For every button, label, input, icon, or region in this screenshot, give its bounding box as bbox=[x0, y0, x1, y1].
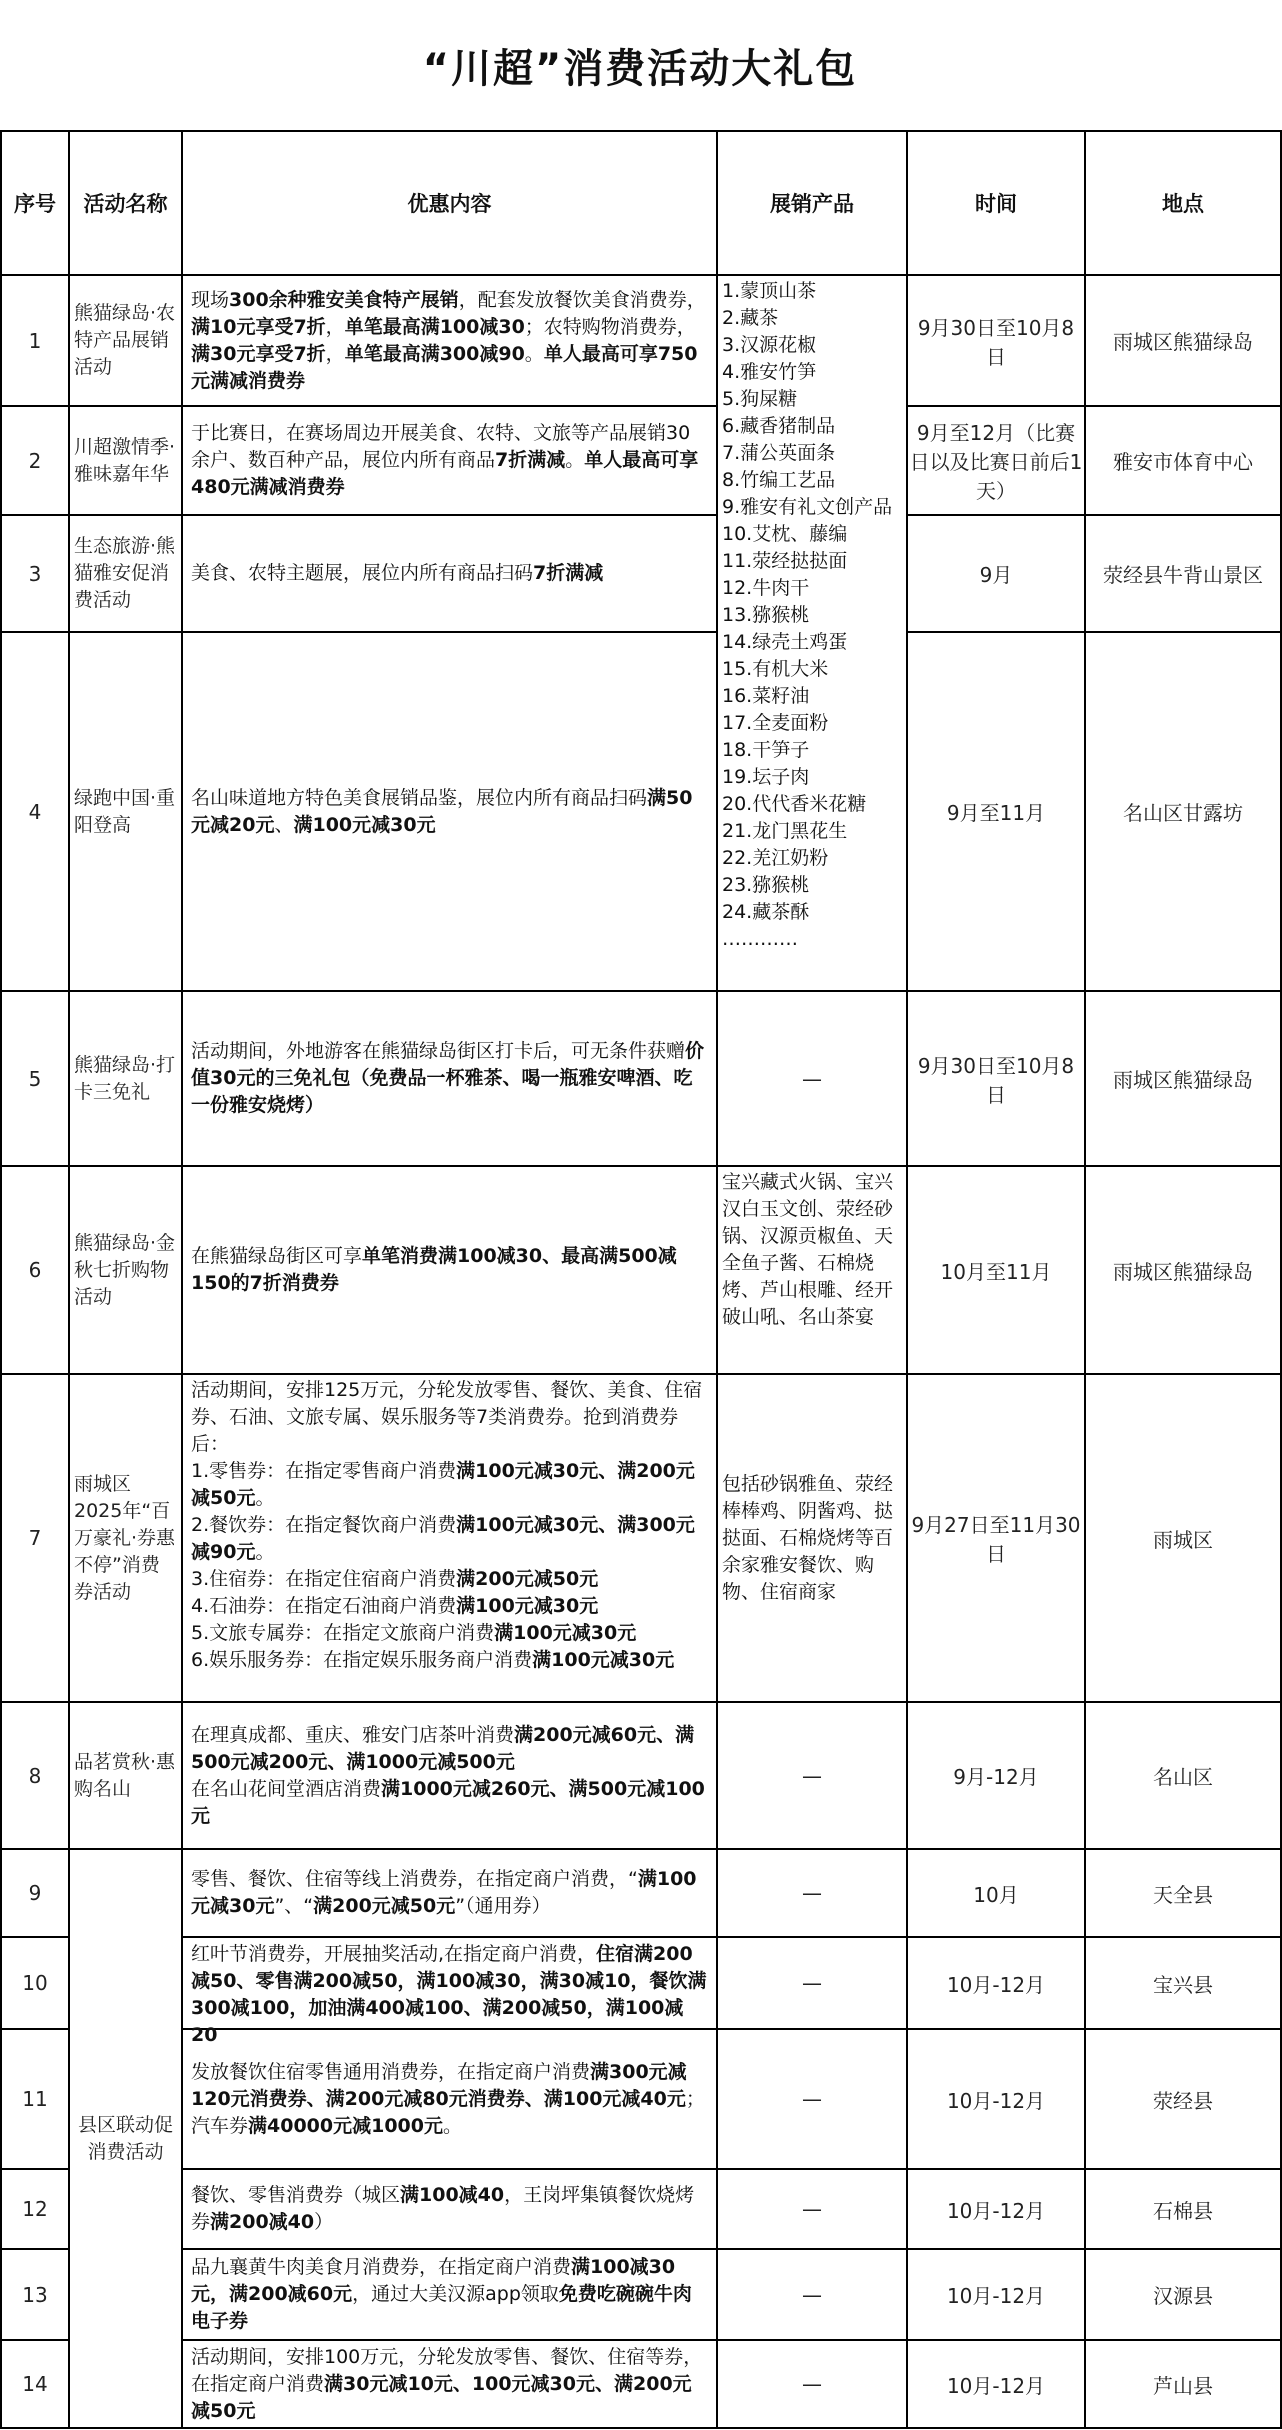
row-index: 3 bbox=[1, 515, 69, 632]
activity-time: 9月30日至10月8日 bbox=[907, 991, 1085, 1166]
table-row bbox=[1, 1166, 1281, 1374]
activity-place: 雨城区 bbox=[1085, 1374, 1281, 1702]
activity-time: 10月-12月 bbox=[907, 2169, 1085, 2249]
activity-time: 9月-12月 bbox=[907, 1702, 1085, 1849]
detail-segment: 满100元减30元 bbox=[494, 1622, 637, 1644]
activity-time: 10月-12月 bbox=[907, 2340, 1085, 2428]
product-item: 23.猕猴桃 bbox=[722, 874, 810, 896]
activity-products: — bbox=[717, 1937, 907, 2029]
activity-detail bbox=[182, 2169, 717, 2249]
detail-segment: 。 bbox=[565, 449, 585, 472]
activity-place: 荥经县牛背山景区 bbox=[1085, 515, 1281, 632]
detail-segment: 活动期间，安排125万元，分轮发放零售、餐饮、美食、住宿券、石油、文旅专属、娱乐服务等7类消费券。抢到消费券后： bbox=[191, 1379, 703, 1455]
detail-segment: 满100元减30元、满300元减90元 bbox=[191, 1514, 695, 1563]
activity-products: — bbox=[717, 2029, 907, 2169]
detail-segment: 满100元减30元 bbox=[191, 1868, 697, 1917]
activity-products: — bbox=[717, 2249, 907, 2340]
header-detail: 优惠内容 bbox=[182, 131, 717, 275]
activity-place: 芦山县 bbox=[1085, 2340, 1281, 2428]
activity-name: 雨城区2025年“百万豪礼·券惠不停”消费券活动 bbox=[69, 1374, 182, 1702]
detail-segment: 活动期间，外地游客在熊猫绿岛街区打卡后，可无条件获赠 bbox=[191, 1040, 686, 1062]
product-item: 22.羌江奶粉 bbox=[722, 847, 829, 869]
detail-segment: 满10元享受7折 bbox=[191, 315, 326, 338]
table-row bbox=[1, 515, 1281, 632]
detail-segment: 满200减40 bbox=[210, 2211, 315, 2233]
activity-detail bbox=[182, 515, 717, 632]
activity-time: 9月27日至11月30日 bbox=[907, 1374, 1085, 1702]
detail-segment: 满100元减30元 bbox=[293, 813, 436, 836]
detail-segment: 零售、餐饮、住宿等线上消费券，在指定商户消费，“ bbox=[191, 1868, 638, 1890]
activity-name: 生态旅游·熊猫雅安促消费活动 bbox=[69, 515, 182, 632]
detail-segment: 满200元减50元 bbox=[313, 1895, 456, 1917]
detail-line bbox=[191, 1458, 708, 1512]
row-index: 10 bbox=[1, 1937, 69, 2029]
activity-products-text: 宝兴藏式火锅、宝兴汉白玉文创、荥经砂锅、汉源贡椒鱼、天全鱼子酱、石棉烧烤、芦山根雕、经开破山吼、名山茶宴 bbox=[722, 1171, 894, 1328]
activity-detail bbox=[182, 2340, 717, 2428]
detail-segment: 满100减30元，满200减60元 bbox=[191, 2256, 676, 2305]
detail-segment: 名山味道地方特色美食展销品鉴，展位内所有商品扫码 bbox=[191, 786, 648, 809]
detail-segment: 6.娱乐服务券：在指定娱乐服务商户消费 bbox=[191, 1649, 533, 1671]
detail-segment: 5.文旅专属券：在指定文旅商户消费 bbox=[191, 1622, 495, 1644]
detail-segment: 满50元减20元 bbox=[191, 786, 693, 836]
detail-segment: 住宿满200减50、零售满200减50，满100减30，满30减10，餐饮满300减100，加油满400减100、满200减50，满100减20 bbox=[191, 1943, 707, 2046]
header-name: 活动名称 bbox=[69, 131, 182, 275]
product-item: 12.牛肉干 bbox=[722, 577, 810, 599]
row-index: 9 bbox=[1, 1849, 69, 1937]
detail-segment: 2.餐饮券：在指定餐饮商户消费 bbox=[191, 1514, 457, 1536]
header-place: 地点 bbox=[1085, 131, 1281, 275]
product-item: 1.蒙顶山茶 bbox=[722, 280, 817, 302]
detail-line bbox=[191, 1566, 708, 1593]
detail-segment: 免费吃碗碗牛肉电子券 bbox=[191, 2283, 692, 2332]
product-item: 19.坛子肉 bbox=[722, 766, 810, 788]
activity-place: 雨城区熊猫绿岛 bbox=[1085, 275, 1281, 406]
detail-segment: 。 bbox=[255, 1487, 275, 1509]
product-item: 5.狗屎糖 bbox=[722, 388, 798, 410]
detail-segment: ，王岗坪集镇餐饮烧烤券 bbox=[191, 2184, 695, 2233]
activity-name: 熊猫绿岛·金秋七折购物活动 bbox=[69, 1166, 182, 1374]
detail-segment: 在熊猫绿岛街区可享 bbox=[191, 1245, 363, 1267]
activity-place: 名山区 bbox=[1085, 1702, 1281, 1849]
activity-products: — bbox=[717, 2169, 907, 2249]
detail-segment: 满100减40 bbox=[400, 2184, 505, 2206]
activity-name: 品茗赏秋·惠购名山 bbox=[69, 1702, 182, 1849]
activity-detail bbox=[182, 1849, 717, 1937]
detail-line bbox=[191, 1512, 708, 1566]
table-row bbox=[1, 632, 1281, 991]
activity-products: — bbox=[717, 1849, 907, 1937]
activity-detail bbox=[182, 275, 717, 406]
detail-segment: 活动期间，安排100万元，分轮发放零售、餐饮、住宿等券，在指定商户消费 bbox=[191, 2345, 703, 2395]
activity-detail-text bbox=[191, 1941, 708, 2046]
table-row bbox=[1, 2029, 1281, 2169]
detail-segment: ） bbox=[314, 2211, 334, 2233]
detail-segment: ， bbox=[325, 342, 345, 365]
products-list-cell bbox=[717, 275, 907, 991]
activity-detail bbox=[182, 406, 717, 515]
header-time: 时间 bbox=[907, 131, 1085, 275]
product-item: 6.藏香猪制品 bbox=[722, 415, 836, 437]
table-row bbox=[1, 275, 1281, 406]
activity-detail bbox=[182, 1374, 717, 1702]
activity-place: 雅安市体育中心 bbox=[1085, 406, 1281, 515]
detail-segment: ， bbox=[325, 315, 345, 338]
activity-products: — bbox=[717, 1702, 907, 1849]
product-item: 9.雅安有礼文创产品 bbox=[722, 496, 893, 518]
activity-time: 9月至12月（比赛日以及比赛日前后1天） bbox=[907, 406, 1085, 515]
product-item: 3.汉源花椒 bbox=[722, 334, 817, 356]
detail-segment: 满200元减60元、满500元减200元、满1000元减500元 bbox=[191, 1723, 695, 1773]
detail-segment: ”、“ bbox=[274, 1895, 314, 1917]
detail-segment: 满30元减10元、100元减30元、满200元减50元 bbox=[191, 2372, 692, 2422]
activity-detail bbox=[182, 2029, 717, 2169]
product-item: 14.绿壳土鸡蛋 bbox=[722, 631, 848, 653]
detail-segment: 7折满减 bbox=[495, 449, 566, 472]
detail-segment: 在理真成都、重庆、雅安门店茶叶消费 bbox=[191, 1723, 515, 1746]
detail-segment: 发放餐饮住宿零售通用消费券，在指定商户消费 bbox=[191, 2060, 591, 2083]
detail-segment: 满1000元减260元、满500元减100元 bbox=[191, 1777, 705, 1827]
detail-segment: 。 bbox=[524, 342, 544, 365]
activity-table bbox=[0, 130, 1282, 2429]
activity-products: — bbox=[717, 991, 907, 1166]
row-index: 14 bbox=[1, 2340, 69, 2428]
product-item: 7.蒲公英面条 bbox=[722, 442, 836, 464]
activity-place: 雨城区熊猫绿岛 bbox=[1085, 1166, 1281, 1374]
table-row bbox=[1, 1937, 1281, 2029]
activity-name: 绿跑中国·重阳登高 bbox=[69, 632, 182, 991]
activity-place: 荥经县 bbox=[1085, 2029, 1281, 2169]
header-index: 序号 bbox=[1, 131, 69, 275]
detail-segment: 3.住宿券：在指定住宿商户消费 bbox=[191, 1568, 457, 1590]
table-row bbox=[1, 991, 1281, 1166]
activity-time: 9月至11月 bbox=[907, 632, 1085, 991]
detail-segment: 红叶节消费券，开展抽奖活动,在指定商户消费， bbox=[191, 1943, 597, 1965]
table-row bbox=[1, 1849, 1281, 1937]
activity-time: 10月-12月 bbox=[907, 2249, 1085, 2340]
row-index: 2 bbox=[1, 406, 69, 515]
activity-detail bbox=[182, 1937, 717, 2046]
detail-segment: 价值30元的三免礼包（免费品一杯雅茶、喝一瓶雅安啤酒、吃一份雅安烧烤） bbox=[191, 1040, 705, 1116]
row-index: 5 bbox=[1, 991, 69, 1166]
detail-segment: 7折满减 bbox=[533, 562, 604, 585]
detail-segment: 满30元享受7折 bbox=[191, 342, 326, 365]
activity-products bbox=[717, 1166, 907, 1374]
detail-segment: 单笔最高满100减30 bbox=[344, 315, 525, 338]
detail-segment: 。 bbox=[443, 2114, 463, 2137]
detail-line bbox=[191, 1377, 708, 1458]
product-item: 16.菜籽油 bbox=[722, 685, 810, 707]
activity-products: 包括砂锅雅鱼、荥经棒棒鸡、阴酱鸡、挞挞面、石棉烧烤等百余家雅安餐饮、购物、住宿商家 bbox=[717, 1374, 907, 1702]
detail-segment: 满100元减30元 bbox=[532, 1649, 675, 1671]
activity-place: 天全县 bbox=[1085, 1849, 1281, 1937]
product-item: 8.竹编工艺品 bbox=[722, 469, 836, 491]
product-item: 11.荥经挞挞面 bbox=[722, 550, 848, 572]
header-products: 展销产品 bbox=[717, 131, 907, 275]
row-index: 12 bbox=[1, 2169, 69, 2249]
detail-line bbox=[191, 1620, 708, 1647]
activity-place: 名山区甘露坊 bbox=[1085, 632, 1281, 991]
detail-segment: 美食、农特主题展，展位内所有商品扫码 bbox=[191, 562, 534, 585]
products-list bbox=[722, 278, 902, 988]
row-index: 11 bbox=[1, 2029, 69, 2169]
detail-line bbox=[191, 1776, 708, 1830]
row-index: 1 bbox=[1, 275, 69, 406]
activity-time: 10月-12月 bbox=[907, 2029, 1085, 2169]
activity-time: 10月 bbox=[907, 1849, 1085, 1937]
detail-segment: 满200元减50元 bbox=[456, 1568, 599, 1590]
detail-segment: 300余种雅安美食特产展销 bbox=[229, 288, 459, 311]
activity-time: 10月至11月 bbox=[907, 1166, 1085, 1374]
product-item: 4.雅安竹笋 bbox=[722, 361, 817, 383]
detail-segment: 。 bbox=[255, 1541, 275, 1563]
detail-segment: ”（通用券） bbox=[455, 1895, 551, 1917]
activity-place: 宝兴县 bbox=[1085, 1937, 1281, 2029]
detail-segment: 单笔消费满100减30、最高满500减150的7折消费券 bbox=[191, 1245, 677, 1294]
detail-segment: 单笔最高满300减90 bbox=[344, 342, 525, 365]
detail-line bbox=[191, 1722, 708, 1776]
product-item: 24.藏茶酥 bbox=[722, 901, 810, 923]
product-item: 17.全麦面粉 bbox=[722, 712, 829, 734]
activity-place: 石棉县 bbox=[1085, 2169, 1281, 2249]
table-row bbox=[1, 406, 1281, 515]
product-item: 13.猕猴桃 bbox=[722, 604, 810, 626]
detail-segment: 满300元减120元消费券、满200元减80元消费券、满100元减40元 bbox=[191, 2060, 687, 2110]
detail-line bbox=[191, 1647, 708, 1674]
activity-time: 9月30日至10月8日 bbox=[907, 275, 1085, 406]
product-item: 20.代代香米花糖 bbox=[722, 793, 867, 815]
activity-place: 雨城区熊猫绿岛 bbox=[1085, 991, 1281, 1166]
header-row bbox=[1, 131, 1281, 275]
detail-segment: 现场 bbox=[191, 288, 230, 311]
detail-segment: 、 bbox=[274, 813, 294, 836]
product-item: 18.干笋子 bbox=[722, 739, 810, 761]
detail-segment: 满100元减30元 bbox=[456, 1595, 599, 1617]
activity-place: 汉源县 bbox=[1085, 2249, 1281, 2340]
activity-detail bbox=[182, 991, 717, 1166]
table-row bbox=[1, 1374, 1281, 1702]
detail-segment: 满40000元减1000元 bbox=[248, 2114, 443, 2137]
table-row bbox=[1, 2169, 1281, 2249]
detail-segment: 1.零售券：在指定零售商户消费 bbox=[191, 1460, 457, 1482]
product-item: 2.藏茶 bbox=[722, 307, 779, 329]
activity-name: 熊猫绿岛·农特产品展销活动 bbox=[69, 275, 182, 406]
row-index: 7 bbox=[1, 1374, 69, 1702]
detail-segment: 餐饮、零售消费券（城区 bbox=[191, 2184, 401, 2206]
detail-segment: 在名山花间堂酒店消费 bbox=[191, 1777, 382, 1800]
detail-segment: ；汽车券 bbox=[191, 2087, 705, 2137]
activity-name: 川超激情季·雅味嘉年华 bbox=[69, 406, 182, 515]
row-index: 6 bbox=[1, 1166, 69, 1374]
activity-detail bbox=[182, 1702, 717, 1849]
detail-segment: 于比赛日，在赛场周边开展美食、农特、文旅等产品展销30余户、数百种产品，展位内所有商品 bbox=[191, 422, 691, 472]
activity-detail bbox=[182, 1166, 717, 1374]
detail-segment: ，通过大美汉源app领取 bbox=[352, 2283, 559, 2305]
table-row bbox=[1, 2340, 1281, 2428]
detail-segment: 单人最高可享750元满减消费券 bbox=[191, 342, 698, 392]
detail-line bbox=[191, 1593, 708, 1620]
row-index: 13 bbox=[1, 2249, 69, 2340]
activity-name: 熊猫绿岛·打卡三免礼 bbox=[69, 991, 182, 1166]
detail-segment: 满100元减30元、满200元减50元 bbox=[191, 1460, 695, 1509]
page-title: “川超”消费活动大礼包 bbox=[422, 45, 858, 92]
row-index: 8 bbox=[1, 1702, 69, 1849]
product-item: 21.龙门黑花生 bbox=[722, 820, 848, 842]
activity-time: 9月 bbox=[907, 515, 1085, 632]
row-index: 4 bbox=[1, 632, 69, 991]
detail-segment: 单人最高可享480元满减消费券 bbox=[191, 449, 699, 499]
activity-products: — bbox=[717, 2340, 907, 2428]
activity-detail bbox=[182, 632, 717, 991]
activity-time: 10月-12月 bbox=[907, 1937, 1085, 2029]
detail-segment: ，配套发放餐饮美食消费券， bbox=[458, 288, 706, 311]
detail-segment: ；农特购物消费券， bbox=[524, 315, 696, 338]
county-group-name: 县区联动促消费活动 bbox=[69, 1849, 182, 2428]
product-item: ………… bbox=[722, 928, 798, 950]
table-row bbox=[1, 2249, 1281, 2340]
detail-segment: 品九襄黄牛肉美食月消费券，在指定商户消费 bbox=[191, 2256, 572, 2278]
table-row bbox=[1, 1702, 1281, 1849]
product-item: 15.有机大米 bbox=[722, 658, 829, 680]
activity-detail bbox=[182, 2249, 717, 2340]
detail-segment: 4.石油券：在指定石油商户消费 bbox=[191, 1595, 457, 1617]
product-item: 10.艾枕、藤编 bbox=[722, 523, 848, 545]
